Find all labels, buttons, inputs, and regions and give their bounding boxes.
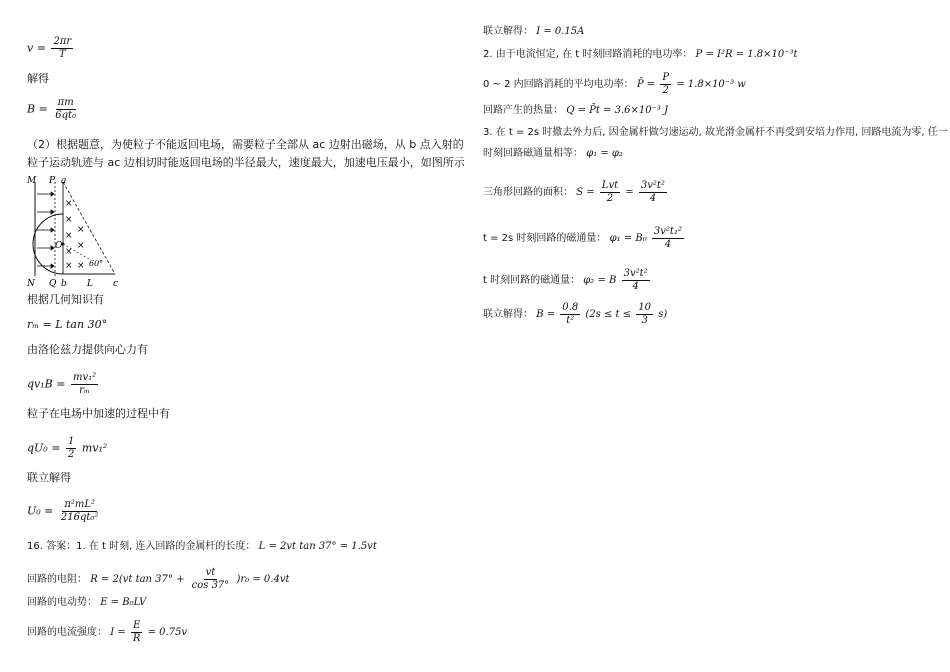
label-angle: 60° xyxy=(89,259,104,268)
svg-text:×: × xyxy=(65,261,73,271)
part3-label: 时刻回路磁通量相等： xyxy=(483,148,583,159)
paragraph-part2: （2）根据题意，为使粒子不能返回电场，需要粒子全部从 ac 边射出磁场，从 b 点入射的粒子运动轨迹与 ac 边相切时能返回电场的半径最大，速度最大，加速电压最小，如图所示 xyxy=(27,138,465,169)
eq-lhs: φ₂ = B xyxy=(583,275,617,286)
label-L: L xyxy=(87,279,93,289)
flux1-label: t = 2s 时刻回路的磁通量： xyxy=(483,233,607,244)
part3-eq: φ₁ = φ₂ xyxy=(586,148,623,159)
numerator: 1 xyxy=(67,436,75,447)
denominator: t² xyxy=(566,315,575,326)
label-a: a xyxy=(61,176,67,186)
denominator: 4 xyxy=(664,239,672,250)
emf-eq: E = B₀LV xyxy=(100,597,147,608)
fraction xyxy=(53,97,78,122)
heat-label: 回路产生的热量： xyxy=(483,105,563,116)
eq-lhs: P̄ = xyxy=(636,79,656,90)
emf-label: 回路的电动势： xyxy=(27,597,97,608)
label-N: N xyxy=(27,279,35,289)
numerator: 0.8 xyxy=(562,302,579,313)
eq-lhs: qU₀ = xyxy=(27,441,61,455)
power-line xyxy=(483,48,798,62)
svg-text:×: × xyxy=(65,247,73,257)
area-label: 三角形回路的面积： xyxy=(483,187,573,198)
numerator: π²mL² xyxy=(64,499,96,510)
eq-lhs: S = xyxy=(576,187,595,198)
numerator: Lvt xyxy=(601,180,619,191)
resistance-line xyxy=(27,567,289,592)
denominator: rₘ xyxy=(79,385,90,396)
equation-energy xyxy=(27,436,107,461)
equation-force xyxy=(27,372,100,397)
svg-text:×: × xyxy=(77,225,85,235)
text-jiede: 解得 xyxy=(27,72,49,85)
fraction xyxy=(59,499,101,524)
fraction xyxy=(71,372,98,397)
field-arrows xyxy=(37,192,54,268)
solve-label: 联立解得： xyxy=(483,26,533,37)
fraction xyxy=(560,302,580,327)
q16-length-eq: L = 2vt tan 37° = 1.5vt xyxy=(258,541,377,552)
eq-mid: (2s ≤ t ≤ xyxy=(585,309,632,320)
svg-text:×: × xyxy=(77,241,85,251)
flux2-label: t 时刻回路的磁通量： xyxy=(483,275,581,286)
avg-power-line xyxy=(483,72,746,97)
numerator: mv₁² xyxy=(72,372,97,383)
equals-sign: = xyxy=(625,187,634,198)
eq-lhs: R = 2(vt tan 37° + xyxy=(90,574,185,585)
fraction xyxy=(652,226,684,251)
label-M: M xyxy=(27,176,37,186)
flux1-line xyxy=(483,226,686,251)
final-line xyxy=(483,302,667,327)
numerator: 3v²t₁² xyxy=(653,226,682,237)
eq-rhs: s) xyxy=(658,309,668,320)
label-O: O xyxy=(55,241,63,251)
numerator: 3v²t² xyxy=(623,268,648,279)
part3-line2 xyxy=(483,147,623,161)
fraction xyxy=(639,180,667,205)
q16-intro: 16. 答案：1. 在 t 时刻, 连入回路的金属杆的长度： xyxy=(27,541,256,552)
eq-rhs: = 1.8×10⁻³ w xyxy=(676,79,746,90)
fraction xyxy=(636,302,653,327)
flux2-line xyxy=(483,268,652,293)
fraction xyxy=(131,620,143,645)
numerator: vt xyxy=(205,567,216,578)
equation-B xyxy=(27,97,80,122)
numerator: 10 xyxy=(638,302,652,313)
eq-lhs: B = xyxy=(536,309,556,320)
eq-lhs: B = xyxy=(27,102,48,116)
denominator: 2 xyxy=(67,449,75,460)
svg-text:×: × xyxy=(65,215,73,225)
denominator: R xyxy=(132,633,141,644)
resistance-label: 回路的电阻： xyxy=(27,574,87,585)
numerator: 3v²t² xyxy=(640,180,665,191)
solve-line xyxy=(483,25,584,39)
fraction xyxy=(660,72,671,97)
current-line xyxy=(27,620,187,645)
eq-lhs: v = xyxy=(27,41,46,55)
eq-lhs: qv₁B = xyxy=(27,377,66,391)
emf-line xyxy=(27,596,146,610)
fraction xyxy=(190,567,232,592)
text-geometry: 根据几何知识有 xyxy=(27,293,104,306)
svg-text:×: × xyxy=(65,231,73,241)
eq-lhs: I = xyxy=(110,627,126,638)
fraction xyxy=(66,436,76,461)
fraction xyxy=(600,180,620,205)
avg-power-label: 0 ~ 2 内回路消耗的平均电功率： xyxy=(483,79,634,90)
label-Q: Q xyxy=(49,279,57,289)
denominator: 6qt₀ xyxy=(55,110,77,121)
heat-line xyxy=(483,104,668,118)
svg-text:×: × xyxy=(65,199,73,209)
heat-eq: Q = P̄t = 3.6×10⁻³ J xyxy=(566,105,669,116)
part3-line1: 3. 在 t = 2s 时撤去外力后, 因金属杆做匀速运动, 故光滑金属杆不再受到安培力作用, 回路电流为零, 任一 xyxy=(483,127,948,138)
denominator: cos 37° xyxy=(191,580,230,591)
fraction xyxy=(51,36,73,61)
eq-lhs: φ₁ = B₀ xyxy=(609,233,647,244)
q16-line1 xyxy=(27,540,377,554)
power-label: 2. 由于电流恒定, 在 t 时刻回路消耗的电功率： xyxy=(483,49,693,60)
fraction xyxy=(622,268,650,293)
field-x-marks xyxy=(65,199,85,271)
power-eq: P = I²R = 1.8×10⁻³t xyxy=(695,49,798,60)
solve-eq: I = 0.15A xyxy=(536,26,585,37)
numerator: πm xyxy=(57,97,74,108)
eq-lhs: U₀ = xyxy=(27,504,54,518)
denominator: 4 xyxy=(649,193,657,204)
area-line xyxy=(483,180,669,205)
equation-rm: rₘ = L tan 30° xyxy=(27,318,108,331)
text-lorentz: 由洛伦兹力提供向心力有 xyxy=(27,343,148,356)
svg-text:×: × xyxy=(77,261,85,271)
eq-rhs: )r₀ = 0.4vt xyxy=(236,574,290,585)
label-b: b xyxy=(61,279,67,289)
text-accel: 粒子在电场中加速的过程中有 xyxy=(27,407,170,420)
equation-velocity xyxy=(27,36,75,61)
numerator: E xyxy=(133,620,141,631)
eq-rhs: mv₁² xyxy=(81,441,108,455)
denominator: 2 xyxy=(606,193,614,204)
label-c: c xyxy=(113,279,119,289)
denominator: T xyxy=(58,49,66,60)
text-lianli: 联立解得 xyxy=(27,471,71,484)
equation-U0 xyxy=(27,499,102,524)
current-label: 回路的电流强度： xyxy=(27,627,107,638)
denominator: 3 xyxy=(641,315,648,326)
numerator: P xyxy=(662,72,670,83)
denominator: 216qt₀² xyxy=(60,512,99,523)
denominator: 2 xyxy=(662,85,669,96)
numerator: 2πr xyxy=(53,36,72,47)
trajectory-figure xyxy=(27,174,127,290)
denominator: 4 xyxy=(632,281,639,292)
label-P: P xyxy=(49,176,56,186)
eq-rhs: = 0.75v xyxy=(147,627,188,638)
final-label: 联立解得： xyxy=(483,309,533,320)
